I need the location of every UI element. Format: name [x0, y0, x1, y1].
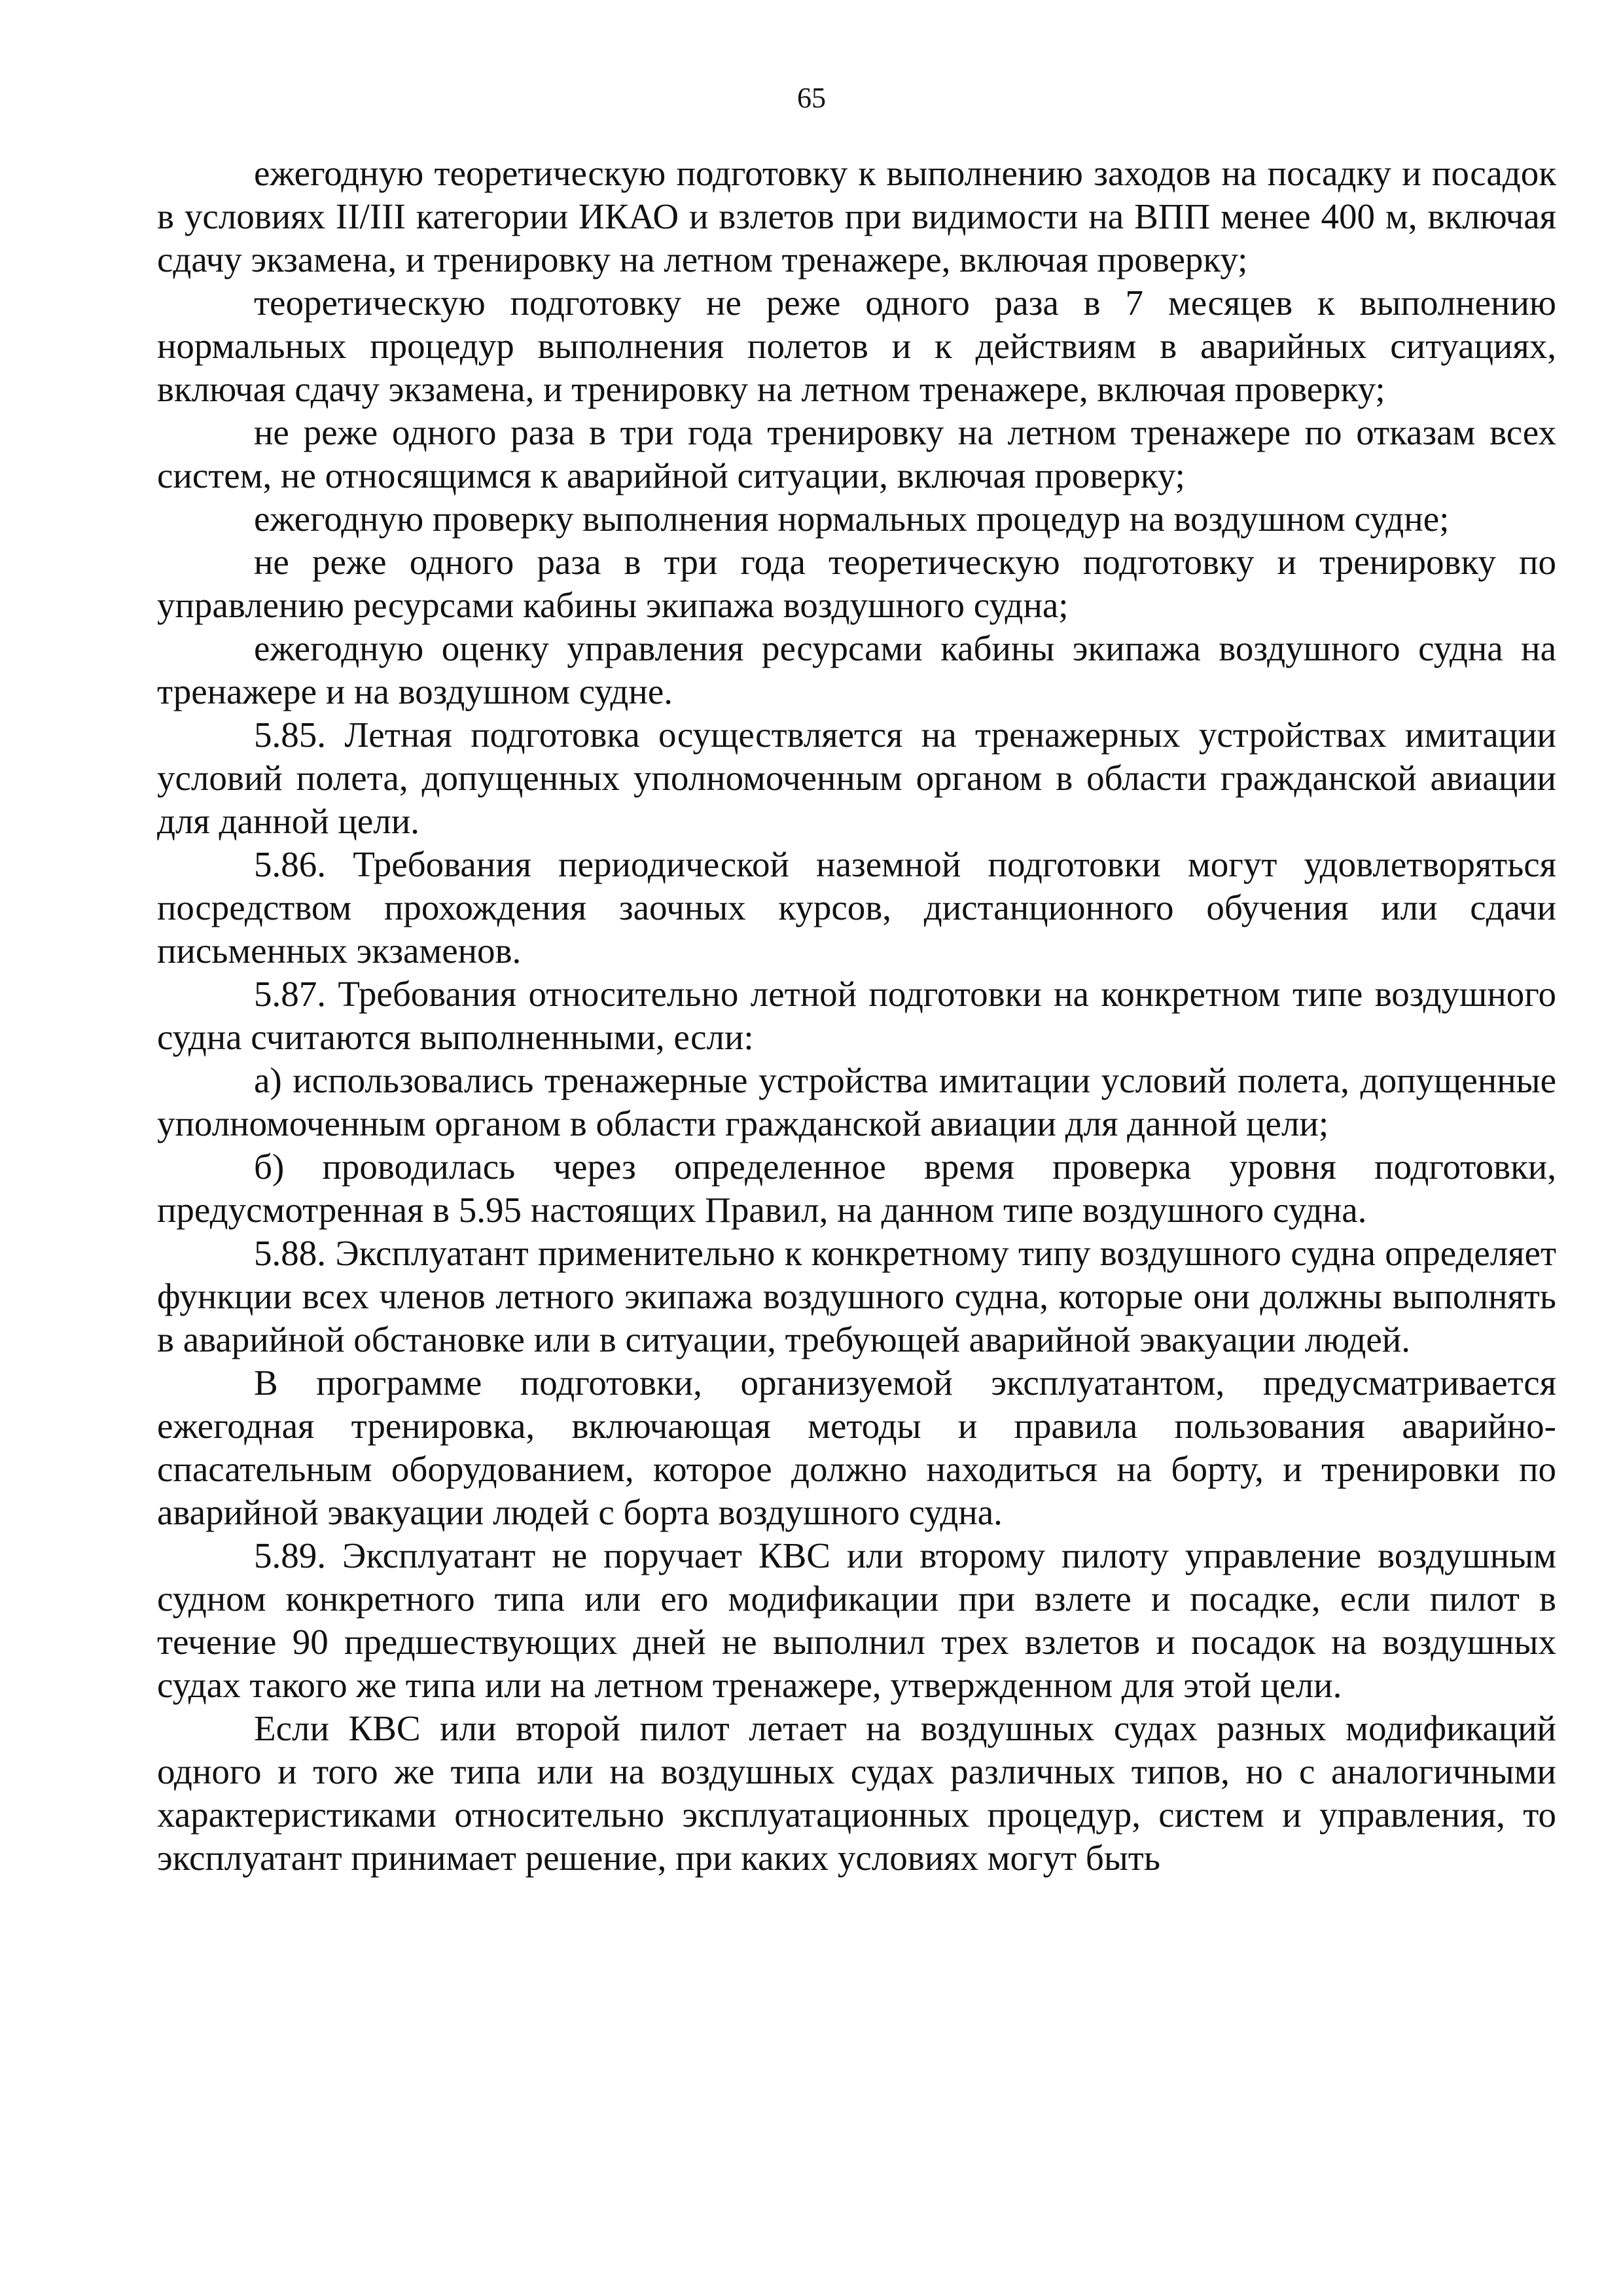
paragraph: ежегодную оценку управления ресурсами кабины экипажа воздушного судна на тренажере и на воздушном судне.: [157, 628, 1556, 711]
paragraph: не реже одного раза в три года теоретическую подготовку и тренировку по управлению ресурсами кабины экипажа воздушного судна;: [157, 542, 1556, 625]
paragraph: теоретическую подготовку не реже одного раза в 7 месяцев к выполнению нормальных процедур выполнения полетов и к действиям в аварийных ситуациях, включая сдачу экзамена, и тренировку на летном тренажере, включая проверку;: [157, 283, 1556, 409]
paragraph: Если КВС или второй пилот летает на воздушных судах разных модификаций одного и того же типа или на воздушных судах различных типов, но с аналогичными характеристиками относительно эксплуатационных процедур, систем и управления, то эксплуатант принимает решение, при каких условиях могут быть: [157, 1708, 1556, 1878]
paragraph-5-86: 5.86. Требования периодической наземной подготовки могут удовлетворяться посредством прохождения заочных курсов, дистанционного обучения или сдачи письменных экзаменов.: [157, 844, 1556, 971]
paragraph: ежегодную теоретическую подготовку к выполнению заходов на посадку и посадок в условиях II/III категории ИКАО и взлетов при видимости на ВПП менее 400 м, включая сдачу экзамена, и тренировку на летном тренажере, включая проверку;: [157, 153, 1556, 279]
paragraph-5-88: 5.88. Эксплуатант применительно к конкретному типу воздушного судна определяет функции всех членов летного экипажа воздушного судна, которые они должны выполнять в аварийной обстановке или в ситуации, требующей аварийной эвакуации людей.: [157, 1233, 1556, 1359]
page-number: 65: [797, 82, 826, 114]
body-text: [157, 152, 1556, 1880]
paragraph: В программе подготовки, организуемой эксплуатантом, предусматривается ежегодная тренировка, включающая методы и правила пользования аварийно-спасательным оборудованием, которое должно находиться на борту, и тренировки по аварийной эвакуации людей с борта воздушного судна.: [157, 1363, 1556, 1532]
paragraph: не реже одного раза в три года тренировку на летном тренажере по отказам всех систем, не относящимся к аварийной ситуации, включая проверку;: [157, 412, 1556, 495]
paragraph-5-89: 5.89. Эксплуатант не поручает КВС или второму пилоту управление воздушным судном конкретного типа или его модификации при взлете и посадке, если пилот в течение 90 предшествующих дней не выполнил трех взлетов и посадок на воздушных судах такого же типа или на летном тренажере, утвержденном для этой цели.: [157, 1535, 1556, 1705]
paragraph-5-87: 5.87. Требования относительно летной подготовки на конкретном типе воздушного судна считаются выполненными, если:: [157, 974, 1556, 1057]
list-item-b: б) проводилась через определенное время проверка уровня подготовки, предусмотренная в 5.95 настоящих Правил, на данном типе воздушного судна.: [157, 1147, 1556, 1230]
paragraph-5-85: 5.85. Летная подготовка осуществляется на тренажерных устройствах имитации условий полета, допущенных уполномоченным органом в области гражданской авиации для данной цели.: [157, 715, 1556, 841]
paragraph: ежегодную проверку выполнения нормальных процедур на воздушном судне;: [254, 499, 1450, 539]
list-item-a: а) использовались тренажерные устройства имитации условий полета, допущенные уполномоченным органом в области гражданской авиации для данной цели;: [157, 1060, 1556, 1143]
